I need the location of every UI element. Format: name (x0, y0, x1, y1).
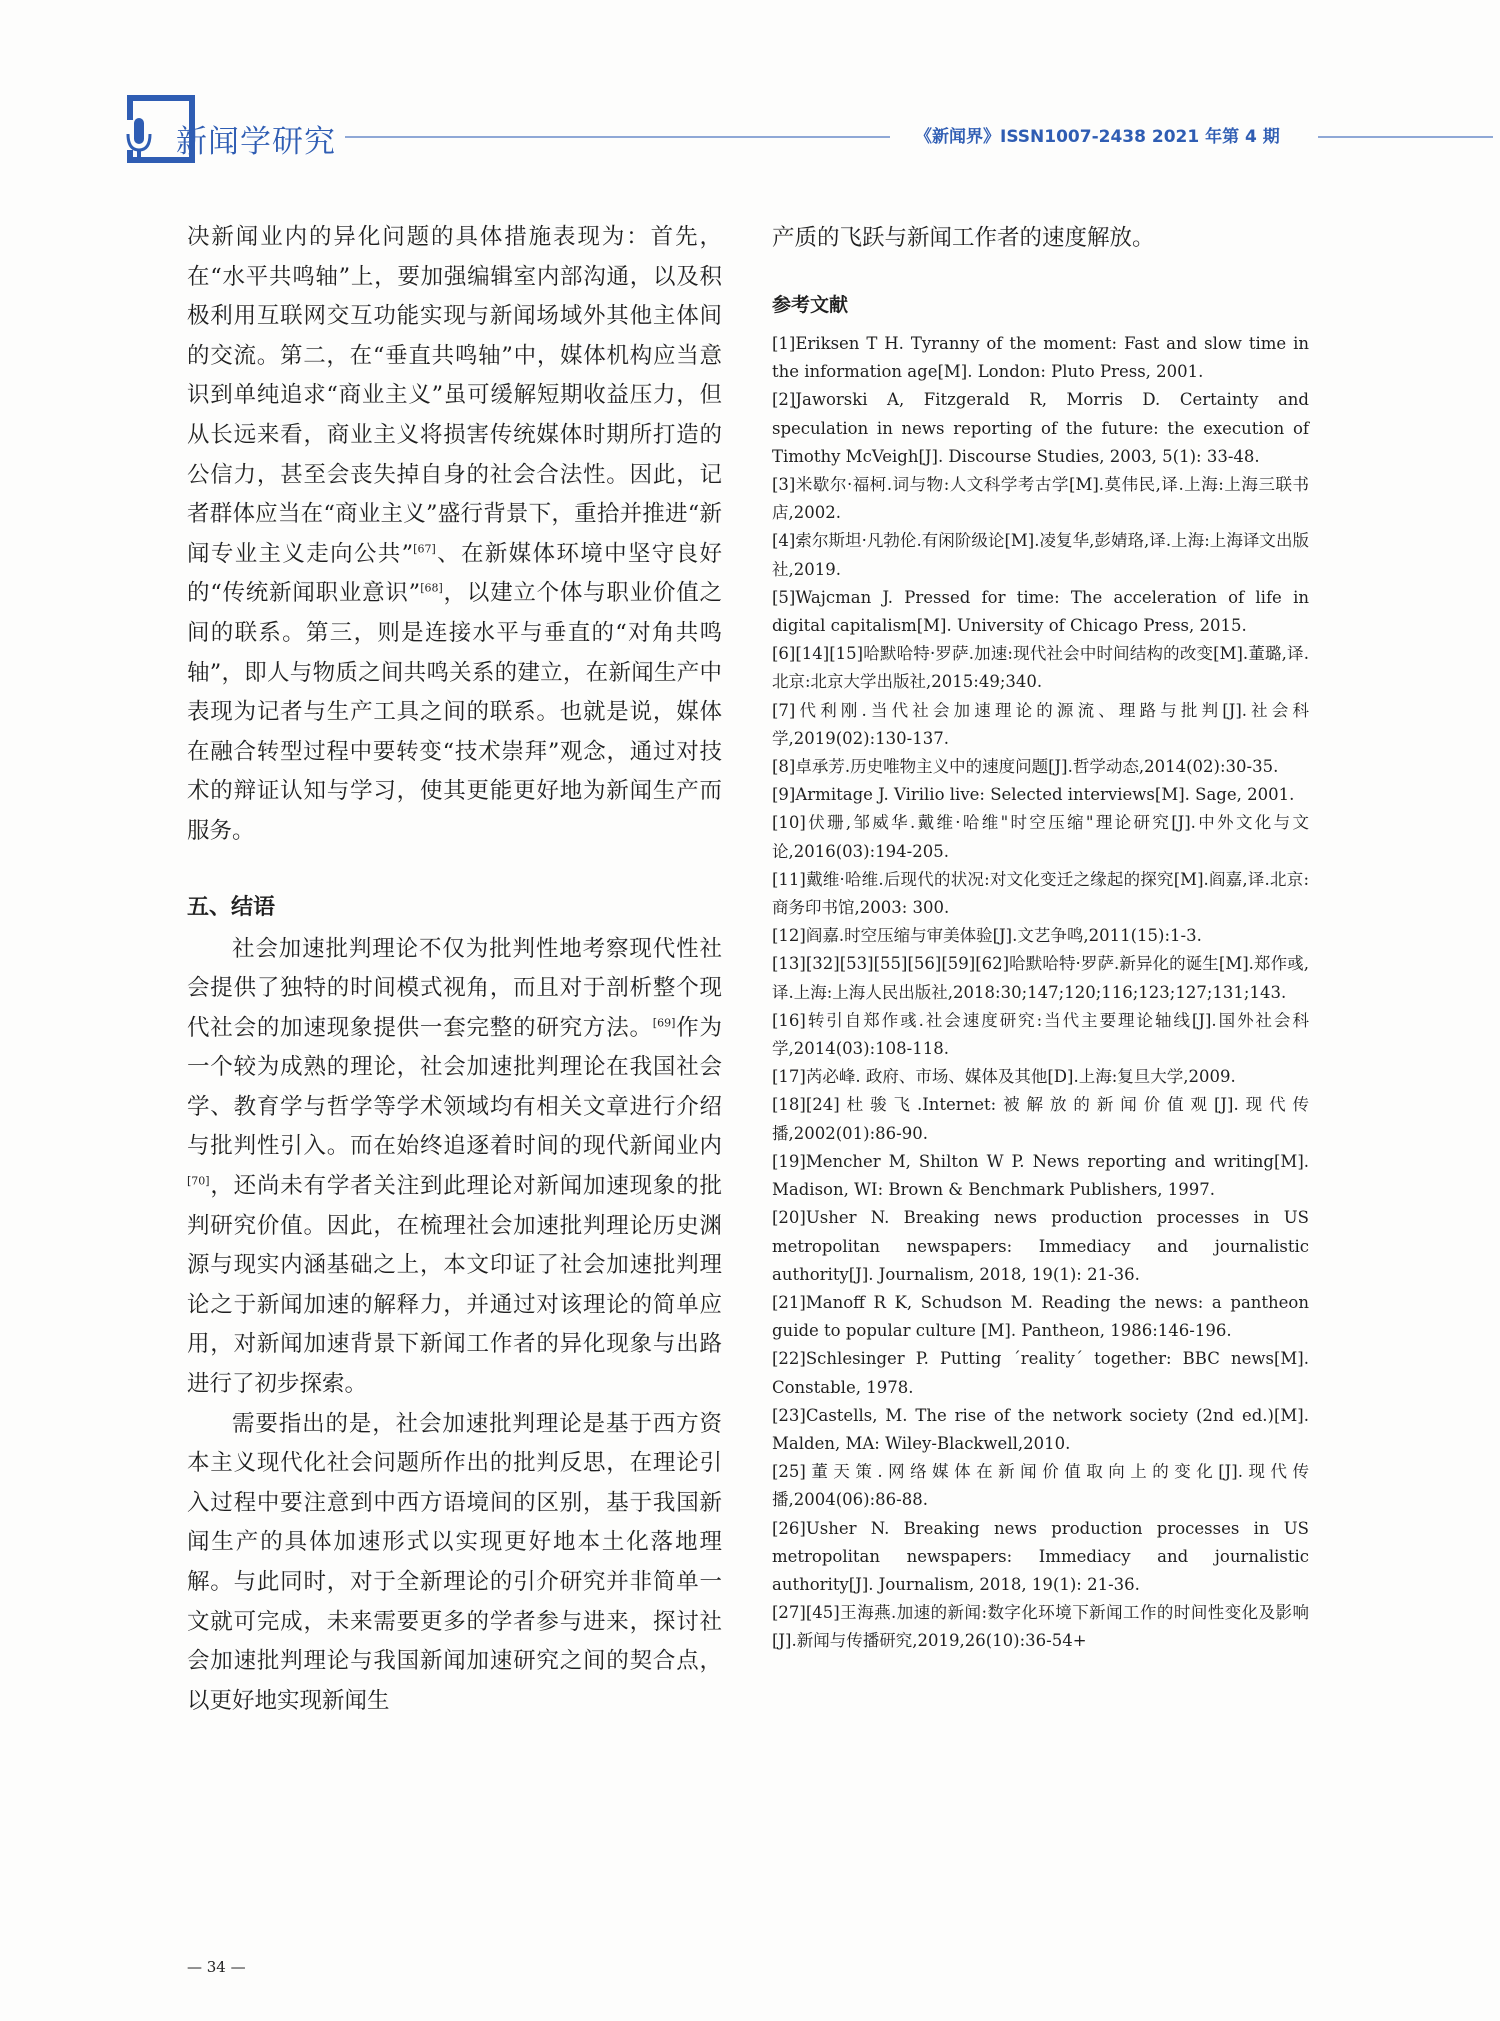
header-rule-right (1318, 136, 1493, 138)
reference-item: [3]米歇尔·福柯.词与物:人文科学考古学[M].莫伟民,译.上海:上海三联书店,2002. (772, 475, 1309, 523)
paragraph-text: ，以建立个体与职业价值之间的联系。第三，则是连接水平与垂直的“对角共鸣轴”，即人与物质之间共鸣关系的建立，在新闻生产中表现为记者与生产工具之间的联系。也就是说，媒体在融合转型过程中要转变“技术崇拜”观念，通过对技术的辩证认知与学习，使其更能更好地为新闻生产而服务。 (187, 580, 722, 844)
citation-mark: [68] (420, 581, 443, 595)
reference-item: [8]卓承芳.历史唯物主义中的速度问题[J].哲学动态,2014(02):30-35. (772, 757, 1279, 777)
journal-info: 《新闻界》ISSN1007-2438 2021 年第 4 期 (915, 127, 1280, 147)
reference-item: [13][32][53][55][56][59][62]哈默哈特·罗萨.新异化的诞生[M].郑作彧,译.上海:上海人民出版社,2018:30;147;120;116;123;127;131;143. (772, 954, 1309, 1002)
paragraph-text: ，还尚未有学者关注到此理论对新闻加速现象的批判研究价值。因此，在梳理社会加速批判理论历史渊源与现实内涵基础之上，本文印证了社会加速批判理论之于新闻加速的解释力，并通过对该理论的简单应用，对新闻加速背景下新闻工作者的异化现象与出路进行了初步探索。 (187, 1173, 722, 1398)
page-header (0, 0, 1500, 200)
reference-item: [12]阎嘉.时空压缩与审美体验[J].文艺争鸣,2011(15):1-3. (772, 926, 1202, 946)
paragraph (187, 218, 722, 852)
paragraph-text: 、在新媒体环境中坚守良好的“传统新闻职业意识” (187, 540, 722, 607)
citation-mark: [69] (652, 1016, 676, 1030)
reference-item: [20]Usher N. Breaking news production processes in US metropolitan newspapers: Immediacy and journalistic authority[J]. Journalism, 2018, 19(1): 21-36. (772, 1208, 1309, 1284)
reference-item: [5]Wajcman J. Pressed for time: The acceleration of life in digital capitalism[M]. University of Chicago Press, 2015. (772, 587, 1309, 636)
reference-list (772, 330, 1309, 1656)
reference-item: [19]Mencher M, Shilton W P. News reporting and writing[M]. Madison, WI: Brown & Benchmark Publishers, 1997. (772, 1151, 1309, 1200)
reference-item: [10]伏珊,邹威华.戴维·哈维"时空压缩"理论研究[J].中外文化与文论,2016(03):194-205. (772, 813, 1309, 861)
reference-item: [17]芮必峰. 政府、市场、媒体及其他[D].上海:复旦大学,2009. (772, 1067, 1236, 1087)
paragraph-text: 作为一个较为成熟的理论，社会加速批判理论在我国社会学、教育学与哲学等学术领域均有相关文章进行介绍与批判性引入。而在始终追逐着时间的现代新闻业内 (187, 1014, 722, 1160)
reference-item: [4]索尔斯坦·凡勃伦.有闲阶级论[M].凌复华,彭婧珞,译.上海:上海译文出版社,2019. (772, 531, 1309, 579)
section-name: 新闻学研究 (176, 124, 336, 160)
citation-mark: [70] (187, 1174, 210, 1188)
reference-item: [23]Castells, M. The rise of the network society (2nd ed.)[M]. Malden, MA: Wiley-Blackwell,2010. (772, 1405, 1309, 1453)
continuation-paragraph: 产质的飞跃与新闻工作者的速度解放。 (772, 225, 1155, 251)
paragraph-text: 需要指出的是，社会加速批判理论是基于西方资本主义现代化社会问题所作出的批判反思，在理论引入过程中要注意到中西方语境间的区别，基于我国新闻生产的具体加速形式以实现更好地本土化落地理解。与此同时，对于全新理论的引介研究并非简单一文就可完成，未来需要更多的学者参与进来，探讨社会加速批判理论与我国新闻加速研究之间的契合点，以更好地实现新闻生 (187, 1410, 722, 1714)
reference-item: [6][14][15]哈默哈特·罗萨.加速:现代社会中时间结构的改变[M].董璐,译.北京:北京大学出版社,2015:49;340. (772, 644, 1309, 692)
section-heading: 五、结语 (187, 894, 276, 920)
paragraph-text: 决新闻业内的异化问题的具体措施表现为：首先，在“水平共鸣轴”上，要加强编辑室内部沟通，以及积极利用互联网交互功能实现与新闻场域外其他主体间的交流。第二，在“垂直共鸣轴”中，媒体机构应当意识到单纯追求“商业主义”虽可缓解短期收益压力，但从长远来看，商业主义将损害传统媒体时期所打造的公信力，甚至会丧失掉自身的社会合法性。因此，记者群体应当在“商业主义”盛行背景下，重拾并推进“新闻专业主义走向公共” (187, 224, 722, 567)
body-text (187, 218, 722, 852)
reference-item: [7]代利刚.当代社会加速理论的源流、理路与批判[J].社会科学,2019(02):130-137. (772, 700, 1309, 748)
reference-item: [11]戴维·哈维.后现代的状况:对文化变迁之缘起的探究[M].阎嘉,译.北京:商务印书馆,2003: 300. (772, 869, 1309, 918)
paragraph (187, 1405, 722, 1722)
reference-item: [1]Eriksen T H. Tyranny of the moment: Fast and slow time in the information age[M]. London: Pluto Press, 2001. (772, 334, 1309, 382)
reference-item: [21]Manoff R K, Schudson M. Reading the news: a pantheon guide to popular culture [M]. Pantheon, 1986:146-196. (772, 1292, 1309, 1341)
left-column (187, 218, 722, 1721)
paragraph-text: 社会加速批判理论不仅为批判性地考察现代性社会提供了独特的时间模式视角，而且对于剖析整个现代社会的加速现象提供一套完整的研究方法。 (187, 935, 722, 1041)
conclusion-text (187, 930, 722, 1722)
reference-item: [2]Jaworski A, Fitzgerald R, Morris D. Certainty and speculation in news reporting of the future: the execution of Timothy McVeigh[J]. Discourse Studies, 2003, 5(1): 33-48. (772, 390, 1309, 466)
header-rule-left (345, 136, 890, 138)
reference-item: [18][24]杜骏飞.Internet:被解放的新闻价值观[J].现代传播,2002(01):86-90. (772, 1095, 1309, 1143)
reference-item: [26]Usher N. Breaking news production processes in US metropolitan newspapers: Immediacy and journalistic authority[J]. Journalism, 2018, 19(1): 21-36. (772, 1518, 1309, 1594)
reference-item: [25]董天策.网络媒体在新闻价值取向上的变化[J].现代传播,2004(06):86-88. (772, 1462, 1309, 1510)
citation-mark: [67] (413, 542, 436, 556)
page-number: — 34 — (187, 1958, 246, 1976)
reference-item: [16]转引自郑作彧.社会速度研究:当代主要理论轴线[J].国外社会科学,2014(03):108-118. (772, 1010, 1309, 1059)
references-heading: 参考文献 (772, 294, 849, 316)
reference-item: [22]Schlesinger P. Putting ´reality´ together: BBC news[M]. Constable, 1978. (772, 1349, 1309, 1397)
reference-item: [27][45]王海燕.加速的新闻:数字化环境下新闻工作的时间性变化及影响[J].新闻与传播研究,2019,26(10):36-54+ (772, 1603, 1309, 1651)
paragraph (187, 930, 722, 1405)
reference-item: [9]Armitage J. Virilio live: Selected interviews[M]. Sage, 2001. (772, 785, 1295, 805)
right-column (772, 218, 1309, 1656)
